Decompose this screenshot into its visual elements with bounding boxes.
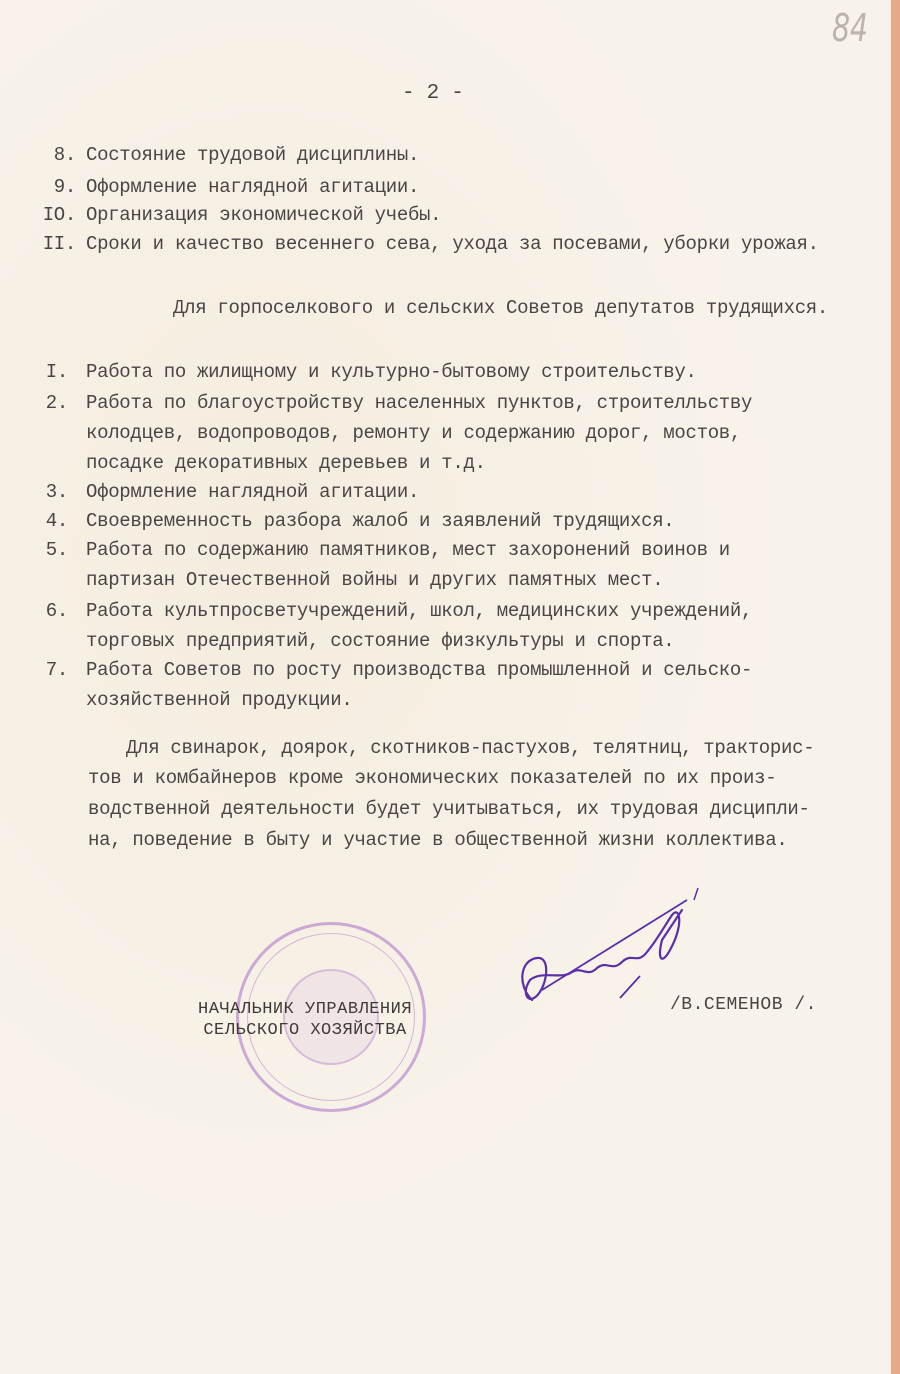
item-number: 8. — [53, 144, 76, 166]
paragraph-line: водственной деятельности будет учитываться, их трудовая дисципли- — [88, 798, 810, 820]
page-edge — [891, 0, 900, 1374]
item-text: Оформление наглядной агитации. — [86, 176, 420, 198]
item-text-continuation: колодцев, водопроводов, ремонту и содержанию дорог, мостов, — [86, 422, 742, 444]
item-text: Работа по содержанию памятников, мест захоронений воинов и — [86, 539, 730, 561]
item-text-continuation: торговых предприятий, состояние физкультуры и спорта. — [86, 630, 675, 652]
item-text: Оформление наглядной агитации. — [86, 481, 420, 503]
item-number: I. — [45, 361, 68, 383]
item-number: 9. — [53, 176, 76, 198]
item-text: Сроки и качество весеннего сева, ухода за посевами, уборки урожая. — [86, 233, 819, 255]
paragraph-line: Для свинарок, доярок, скотников-пастухов, телятниц, тракторис- — [126, 737, 815, 759]
item-number: 3. — [45, 481, 68, 503]
signatory-name: /В.СЕМЕНОВ /. — [670, 995, 817, 1015]
item-text-continuation: хозяйственной продукции. — [86, 689, 353, 711]
item-text: Своевременность разбора жалоб и заявлений трудящихся. — [86, 510, 675, 532]
item-text-continuation: партизан Отечественной войны и других памятных мест. — [86, 569, 664, 591]
paragraph-line: тов и комбайнеров кроме экономических показателей по их произ- — [88, 767, 777, 789]
item-text: Состояние трудовой дисциплины. — [86, 144, 420, 166]
item-text: Работа культпросветучреждений, школ, медицинских учреждений, — [86, 600, 753, 622]
item-number: 4. — [45, 510, 68, 532]
item-text: Работа по жилищному и культурно-бытовому строительству. — [86, 361, 697, 383]
item-number: IO. — [42, 204, 76, 226]
section-heading: Для горпоселкового и сельских Советов депутатов трудящихся. — [173, 297, 829, 319]
item-text-continuation: посадке декоративных деревьев и т.д. — [86, 452, 486, 474]
item-number: 5. — [45, 539, 68, 561]
paragraph-line: на, поведение в быту и участие в общественной жизни коллектива. — [88, 829, 788, 851]
archive-folio-number: 84 — [832, 6, 868, 50]
item-text: Работа Советов по росту производства промышленной и сельско- — [86, 659, 753, 681]
item-text: Работа по благоустройству населенных пунктов, строителльству — [86, 392, 753, 414]
page-number: - 2 - — [402, 82, 464, 105]
item-number: II. — [42, 233, 76, 255]
signatory-title-line: СЕЛЬСКОГО ХОЗЯЙСТВА — [203, 1021, 407, 1040]
signatory-title — [198, 999, 412, 1041]
signatory-title-line: НАЧАЛЬНИК УПРАВЛЕНИЯ — [198, 1000, 413, 1019]
item-number: 2. — [45, 392, 68, 414]
item-text: Организация экономической учебы. — [86, 204, 442, 226]
item-number: 6. — [45, 600, 68, 622]
item-number: 7. — [45, 659, 68, 681]
